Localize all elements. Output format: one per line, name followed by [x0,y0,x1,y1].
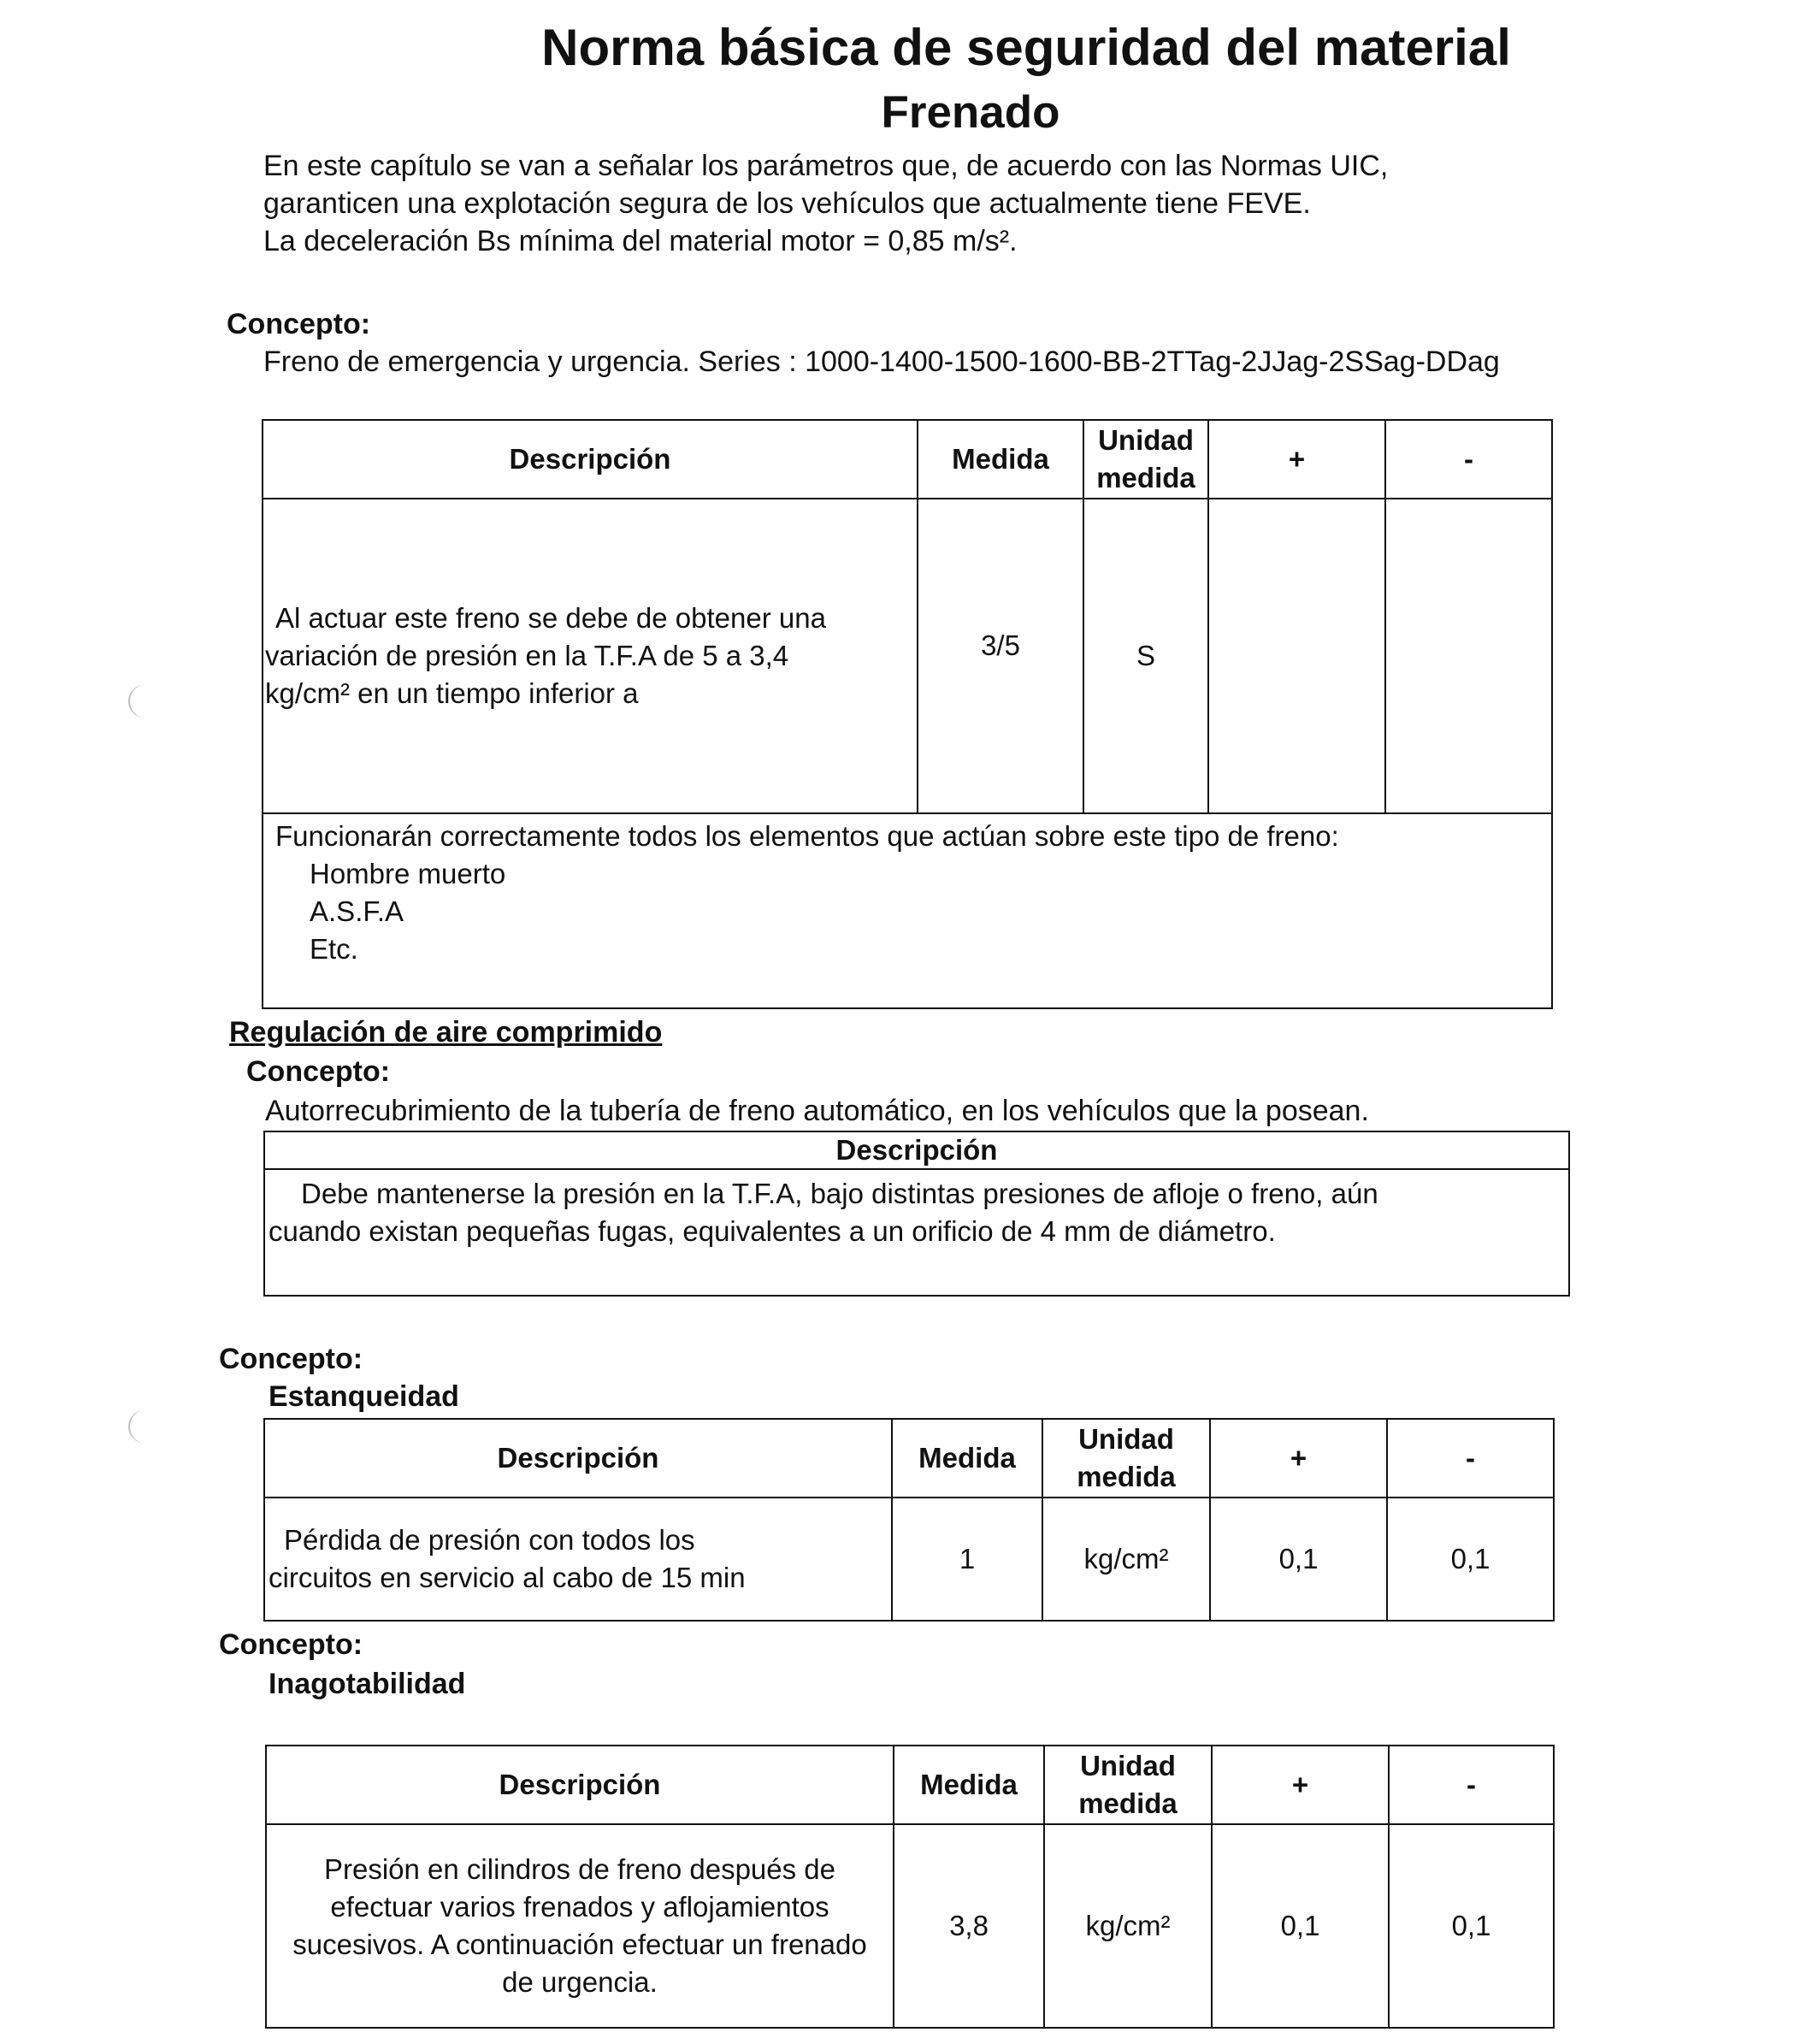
header-unidad-medida: Unidad medida [1083,420,1208,499]
header-unidad-medida: Unidad medida [1044,1746,1212,1824]
intro-paragraph [263,147,1388,260]
list-item: A.S.F.A [310,895,404,927]
concept-label: Concepto: [227,308,371,340]
row-description: Debe mantenerse la presión en la T.F.A, bajo distintas presiones de afloje o freno, aún cuando existan pequeñas fugas, equivalentes a un orificio de 4 mm de diámetro. [264,1169,1569,1296]
header-descripcion: Descripción [264,1419,892,1498]
intro-line: garanticen una explotación segura de los vehículos que actualmente tiene FEVE. [263,187,1311,220]
header-minus: - [1387,1419,1554,1498]
header-unidad-medida: Unidad medida [1042,1419,1210,1498]
table-header-row [263,420,1552,499]
row-minus: 0,1 [1387,1498,1554,1621]
concept-name: Estanqueidad [269,1380,459,1413]
table-row [266,1824,1554,2028]
row-description: Presión en cilindros de freno después de efectuar varios frenados y aflojamientos sucesivos. A continuación efectuar un frenado de urgencia. [266,1824,894,2028]
row-plus: 0,1 [1210,1498,1387,1621]
concept-label: Concepto: [219,1628,363,1661]
inagotabilidad-table [265,1745,1555,2029]
section-heading: Regulación de aire comprimido [229,1016,663,1049]
header-plus: + [1210,1419,1387,1498]
row-plus: 0,1 [1212,1824,1389,2028]
table-note-row [263,813,1552,1008]
table-header-row [264,1419,1554,1498]
header-minus: - [1389,1746,1554,1824]
header-plus: + [1208,420,1385,499]
row-plus [1208,499,1385,813]
header-minus: - [1385,420,1552,499]
row-medida: 3,8 [894,1824,1044,2028]
intro-line: En este capítulo se van a señalar los parámetros que, de acuerdo con las Normas UIC, [263,150,1389,182]
row-unidad: kg/cm² [1042,1498,1210,1621]
note-cell [263,813,1552,1008]
compressed-air-table [263,1131,1570,1297]
header-plus: + [1212,1746,1389,1824]
emergency-brake-table [262,419,1553,1009]
table-row [263,499,1552,813]
list-item: Etc. [310,933,358,965]
row-medida: 1 [892,1498,1042,1621]
header-descripcion: Descripción [263,420,918,499]
row-minus: 0,1 [1389,1824,1554,2028]
row-description: Al actuar este freno se debe de obtener una variación de presión en la T.F.A de 5 a 3,4 kg/cm² en un tiempo inferior a [263,499,918,813]
concept-text: Autorrecubrimiento de la tubería de freno automático, en los vehículos que la posean. [265,1095,1369,1127]
table-header-row [264,1131,1569,1169]
note-intro: Funcionarán correctamente todos los elementos que actúan sobre este tipo de freno: [275,820,1339,852]
table-row [264,1498,1554,1621]
table-row [264,1169,1569,1296]
row-description: Pérdida de presión con todos los circuitos en servicio al cabo de 15 min [264,1498,892,1621]
page-subtitle: Frenado [881,87,1060,138]
concept-label: Concepto: [246,1055,391,1088]
concept-label: Concepto: [219,1343,363,1375]
concept-text: Freno de emergencia y urgencia. Series : 1000-1400-1500-1600-BB-2TTag-2JJag-2SSag-DDag [263,346,1500,378]
header-descripcion: Descripción [264,1131,1569,1169]
binder-hole-mark [128,684,164,718]
header-medida: Medida [894,1746,1044,1824]
row-unidad: kg/cm² [1044,1824,1212,2028]
page-title: Norma básica de seguridad del material [541,19,1511,76]
header-descripcion: Descripción [266,1746,894,1824]
estanqueidad-table [263,1418,1555,1622]
concept-name: Inagotabilidad [269,1668,466,1700]
row-minus [1385,499,1552,813]
binder-hole-mark [128,1409,164,1444]
header-medida: Medida [892,1419,1042,1498]
row-medida: 3/5 [918,499,1083,813]
table-header-row [266,1746,1554,1824]
row-unidad: S [1083,499,1208,813]
header-medida: Medida [918,420,1083,499]
list-item: Hombre muerto [310,858,506,889]
intro-line: La deceleración Bs mínima del material motor = 0,85 m/s². [263,225,1018,257]
